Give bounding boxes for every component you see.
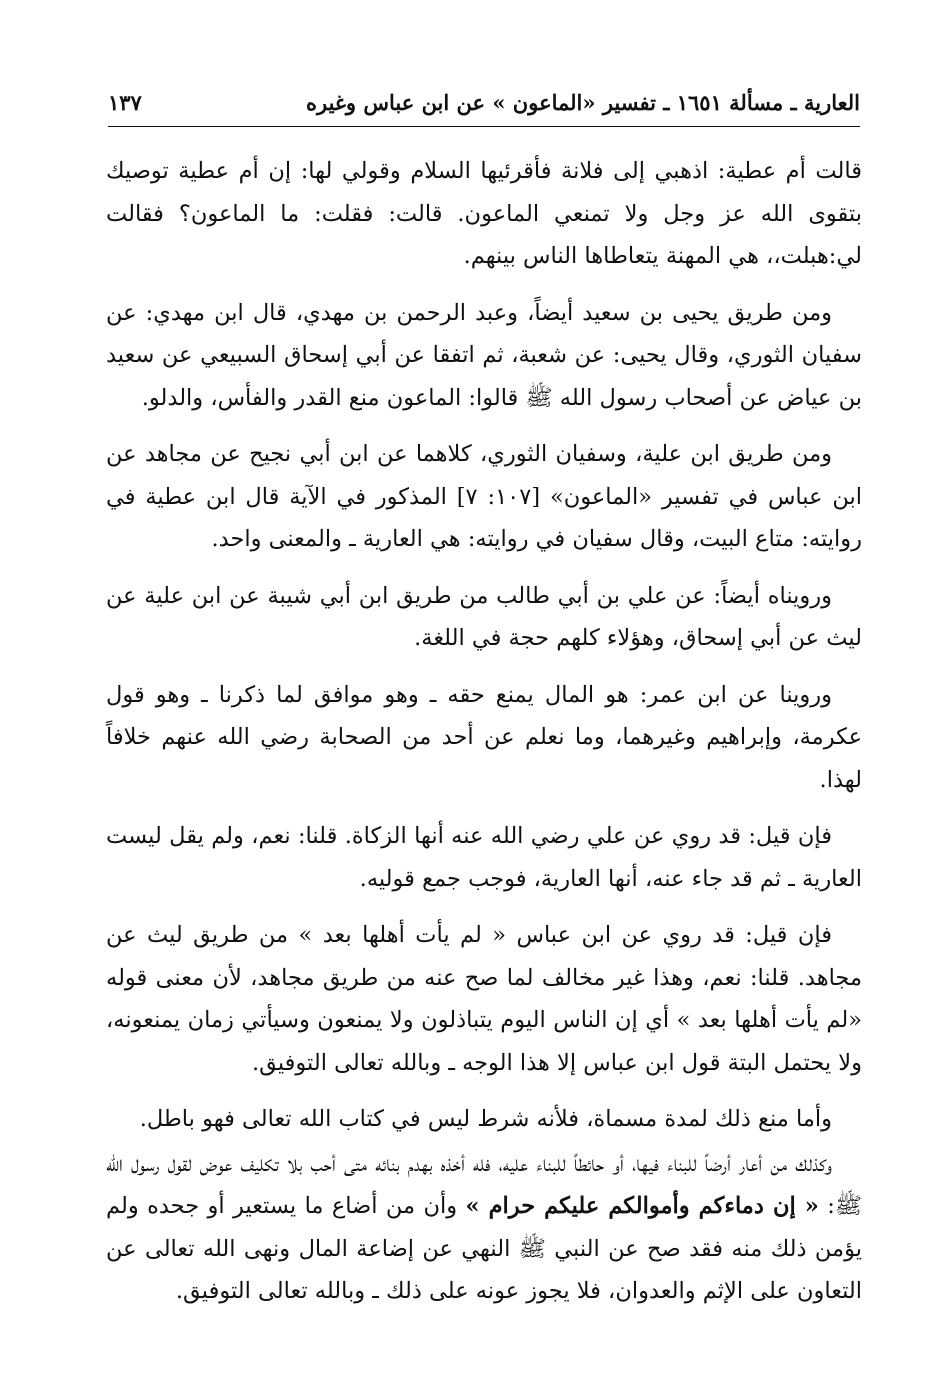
paragraph: فإن قيل: قد روي عن علي رضي الله عنه أنها الزكاة. قلنا: نعم، ولم يقل ليست العارية ـ ثم قد جاء عنه، أنها العارية، فوجب جمع قوليه. [106, 823, 862, 892]
paragraph-text: وكذلك من أعار أرضاً للبناء فيها، أو حائطاً للبناء عليه، فله أخذه بهدم بنائه متى أحب بلا تكليف عوض لقول رسول الله ﷺ: [106, 1150, 863, 1219]
running-title: العارية ـ مسألة ١٦٥١ ـ تفسير «الماعون » عن ابن عباس وغيره [306, 89, 860, 115]
page-header [108, 84, 860, 120]
paragraph-final [106, 1143, 862, 1313]
paragraph: وروينا عن ابن عمر: هو المال يمنع حقه ـ وهو موافق لما ذكرنا ـ وهو قول عكرمة، وإبراهيم وغيرهما، وما نعلم عن أحد من الصحابة رضي الله عنهم خلافاً لهذا. [106, 681, 862, 793]
page-body [106, 150, 862, 1327]
paragraph-text: وأن من أضاع ما يستعير أو جحده ولم يؤمن ذلك منه فقد صح عن النبي ﷺ النهي عن إضاعة المال ونهى الله تعالى عن التعاون على الإثم والعدوان، فلا يجوز عونه على ذلك ـ وبالله تعالى التوفيق. [106, 1193, 862, 1304]
page-number: ١٣٧ [108, 89, 142, 115]
paragraph: فإن قيل: قد روي عن ابن عباس « لم يأت أهلها بعد » من طريق ليث عن مجاهد. قلنا: نعم، وهذا غير مخالف لما صح عنه من طريق مجاهد، لأن معنى قوله «لم يأت أهلها بعد » أي إن الناس اليوم يتباذلون ولا يمنعون وسيأتي زمان يمنعونه، ولا يحتمل البتة قول ابن عباس إلا هذا الوجه ـ وبالله تعالى التوفيق. [106, 922, 862, 1076]
paragraph: ومن طريق ابن علية، وسفيان الثوري، كلاهما عن ابن أبي نجيح عن مجاهد عن ابن عباس في تفسير «الماعون» [١٠٧: ٧] المذكور في الآية قال ابن عطية في روايته: متاع البيت، وقال سفيان في روايته: هي العارية ـ والمعنى واحد. [106, 441, 862, 552]
paragraph: قالت أم عطية: اذهبي إلى فلانة فأقرئيها السلام وقولي لها: إن أم عطية توصيك بتقوى الله عز وجل ولا تمنعي الماعون. قالت: فقلت: ما الماعون؟ فقالت لي:هبلت،، هي المهنة يتعاطاها الناس بينهم. [106, 158, 862, 269]
hadith-quote: « إن دماءكم وأموالكم عليكم حرام » [465, 1193, 819, 1219]
header-rule [108, 126, 860, 127]
paragraph: ورويناه أيضاً: عن علي بن أبي طالب من طريق ابن أبي شيبة عن ابن علية عن ليث عن أبي إسحاق، وهؤلاء كلهم حجة في اللغة. [106, 582, 862, 651]
paragraph: وأما منع ذلك لمدة مسماة، فلأنه شرط ليس في كتاب الله تعالى فهو باطل. [139, 1106, 832, 1132]
paragraph: ومن طريق يحيى بن سعيد أيضاً، وعبد الرحمن بن مهدي، قال ابن مهدي: عن سفيان الثوري، وقال يحيى: عن شعبة، ثم اتفقا عن أبي إسحاق السبيعي عن سعيد بن عياض عن أصحاب رسول الله ﷺ قالوا: الماعون منع القدر والفأس، والدلو. [106, 299, 862, 411]
